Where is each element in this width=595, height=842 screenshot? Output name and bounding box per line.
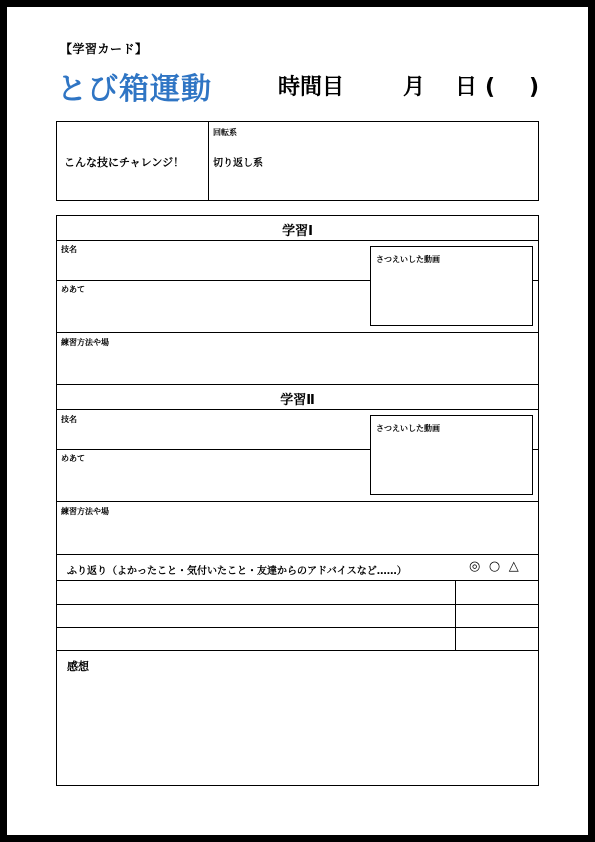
day-label: 日	[455, 75, 478, 100]
lesson-1-skill-label: 技名	[61, 245, 77, 254]
divider	[56, 554, 539, 555]
divider	[56, 409, 539, 410]
lesson-1-title: 学習Ⅰ	[282, 224, 313, 239]
lesson-1-method-label: 練習方法や場	[61, 338, 109, 347]
weekday-parens: ( )	[485, 75, 546, 100]
divider	[56, 604, 539, 605]
lesson-1-goal-label: めあて	[61, 285, 85, 294]
month-label: 月	[403, 75, 426, 100]
divider	[56, 580, 539, 581]
challenge-divider	[208, 121, 209, 201]
reflection-score-divider	[455, 580, 456, 650]
page-title: とび箱運動	[57, 72, 212, 107]
card-subtitle: 【学習カード】	[60, 42, 148, 56]
lesson-2-method-label: 練習方法や場	[61, 507, 109, 516]
lesson-2-video-label: さつえいした動画	[376, 424, 440, 433]
lesson-2-goal-label: めあて	[61, 454, 85, 463]
reflection-marks: ◎ ○ △	[469, 559, 521, 574]
reflection-label: ふり返り（よかったこと・気付いたこと・友達からのアドバイスなど……）	[67, 566, 407, 577]
period-label: 時間目	[278, 75, 345, 100]
lesson-1-video-label: さつえいした動画	[376, 255, 440, 264]
lesson-2-title: 学習Ⅱ	[280, 393, 315, 408]
divider	[56, 650, 539, 651]
divider	[56, 240, 539, 241]
divider	[56, 501, 539, 502]
challenge-label: こんな技にチャレンジ！	[64, 156, 185, 169]
divider	[56, 627, 539, 628]
challenge-option-rotation: 回転系	[213, 128, 237, 137]
divider	[56, 384, 539, 385]
impressions-label: 感想	[67, 660, 89, 673]
lesson-2-skill-label: 技名	[61, 415, 77, 424]
challenge-option-kirikaeshi: 切り返し系	[213, 158, 263, 169]
divider	[56, 332, 539, 333]
